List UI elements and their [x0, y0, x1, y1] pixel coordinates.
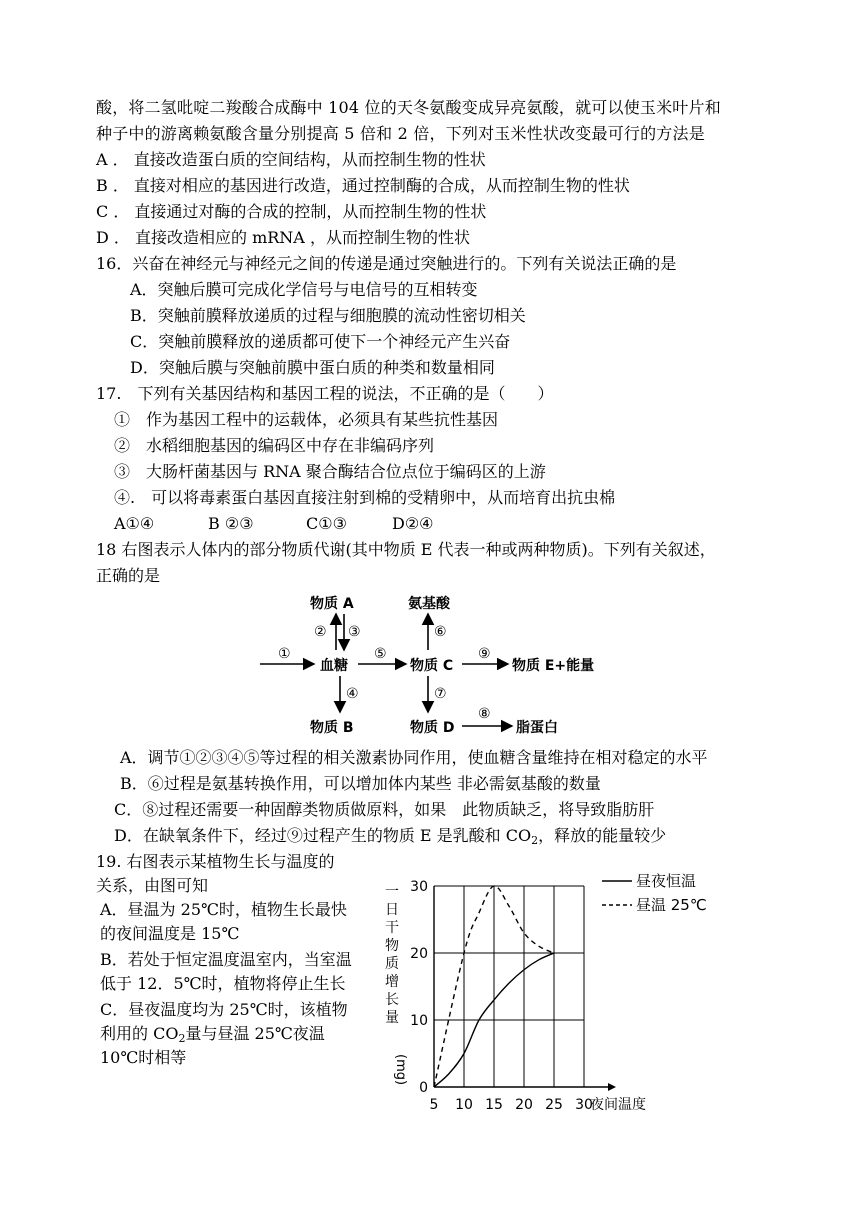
y-tick-label: 20: [410, 946, 428, 962]
q17-statement-3: ③ 大肠杆菌基因与 RNA 聚合酶结合位点位于编码区的上游: [114, 462, 546, 481]
x-tick-label: 20: [515, 1097, 533, 1113]
step-9-label: ⑨: [478, 646, 491, 662]
y-tick-label: 10: [410, 1013, 428, 1029]
q19-option-b: B．若处于恒定温度温室内，当室温低于 12．5℃时，植物将停止生长: [100, 950, 352, 993]
x-tick-label: 25: [545, 1097, 563, 1113]
y-axis-label-char: 日: [385, 902, 399, 918]
q17-statement-4: ④. 可以将毒素蛋白基因直接注射到棉的受精卵中，从而培育出抗虫棉: [114, 488, 616, 507]
q18-option-a: A．调节①②③④⑤等过程的相关激素协同作用，使血糖含量维持在相对稳定的水平: [120, 748, 708, 767]
x-tick-label: 5: [429, 1097, 439, 1113]
step-4-label: ④: [346, 686, 359, 702]
x-axis-label: 夜间温度: [590, 1097, 646, 1113]
y-axis-unit: (mg): [393, 1054, 408, 1086]
q15-option-c: C ． 直接通过对酶的合成的控制，从而控制生物的性状: [96, 202, 487, 221]
q17-answer-a: A①④: [114, 514, 155, 533]
q15-option-d: D ． 直接改造相应的 mRNA ，从而控制生物的性状: [96, 228, 470, 247]
q16-option-d: D．突触后膜与突触前膜中蛋白质的种类和数量相同: [130, 358, 495, 377]
q17-answer-d: D②④: [392, 514, 434, 533]
step-7-label: ⑦: [434, 686, 447, 702]
amino-acid-label: 氨基酸: [408, 596, 450, 612]
q17-answer-b: B ②③: [208, 514, 254, 533]
substance-a-label: 物质 A: [310, 596, 354, 612]
x-tick-label: 10: [455, 1097, 473, 1113]
y-tick-label: 0: [419, 1080, 428, 1096]
substance-b-label: 物质 B: [310, 720, 354, 736]
y-tick-label: 30: [410, 879, 428, 895]
blood-sugar-label: 血糖: [320, 658, 348, 674]
q19-option-a: A．昼温为 25℃时，植物生长最快的夜间温度是 15℃: [100, 900, 347, 943]
q17-stem: 17. 下列有关基因结构和基因工程的说法，不正确的是（ ）: [96, 384, 554, 403]
growth-temperature-chart: [370, 862, 740, 1122]
q16-stem: 16．兴奋在神经元与神经元之间的传递是通过突触进行的。下列有关说法正确的是: [96, 254, 677, 273]
q19-option-c: C．昼夜温度均为 25℃时，该植物利用的 $CO_2$量与昼温 25℃夜温 10℃时相等: [100, 1000, 348, 1067]
q16-option-a: A．突触后膜可完成化学信号与电信号的互相转变: [130, 280, 478, 299]
step-1-label: ①: [278, 646, 291, 662]
q18-option-c: C．⑧过程还需要一种固醇类物质做原料，如果 此物质缺乏，将导致脂肪肝: [114, 800, 655, 819]
legend-label: 昼夜恒温: [636, 872, 697, 890]
substance-d-label: 物质 D: [410, 720, 455, 736]
y-axis-label-char: 质: [385, 956, 399, 972]
q15-stem-line2: 种子中的游离赖氨酸含量分别提高 5 倍和 2 倍，下列对玉米性状改变最可行的方法是: [96, 124, 705, 143]
step-2-label: ②: [314, 624, 327, 640]
q18-option-d: D．在缺氧条件下，经过⑨过程产生的物质 E 是乳酸和 $CO_2$，释放的能量较少: [114, 826, 667, 847]
q15-option-a: A ． 直接改造蛋白质的空间结构，从而控制生物的性状: [96, 150, 486, 169]
q15-option-b: B ． 直接对相应的基因进行改造，通过控制酶的合成，从而控制生物的性状: [96, 176, 630, 195]
q19-stem-line2: 关系，由图可知: [96, 876, 209, 895]
step-3-label: ③: [348, 624, 361, 640]
q18-stem-line1: 18 右图表示人体内的部分物质代谢(其中物质 E 代表一种或两种物质)。下列有关叙述，: [96, 540, 716, 559]
y-axis-label-char: 量: [385, 1010, 399, 1026]
lipoprotein-label: 脂蛋白: [516, 720, 558, 736]
y-axis-label-char: 长: [385, 992, 399, 1008]
x-tick-label: 15: [485, 1097, 503, 1113]
y-axis-label-char: 干: [385, 920, 399, 936]
metabolism-diagram: [250, 588, 630, 738]
q19-stem-line1: 19. 右图表示某植物生长与温度的: [96, 852, 335, 871]
legend-label: 昼温 25℃: [636, 896, 707, 914]
q18-option-b: B．⑥过程是氨基转换作用，可以增加体内某些 非必需氨基酸的数量: [120, 774, 601, 793]
q18-stem-line2: 正确的是: [96, 566, 161, 585]
q17-statement-2: ② 水稻细胞基因的编码区中存在非编码序列: [114, 436, 435, 455]
q15-stem-line1: 酸，将二氢吡啶二羧酸合成酶中 104 位的天冬氨酸变成异亮氨酸，就可以使玉米叶片和: [96, 98, 721, 117]
x-tick-label: 30: [575, 1097, 593, 1113]
substance-e-label: 物质 E+能量: [512, 658, 595, 674]
q16-option-c: C．突触前膜释放的递质都可使下一个神经元产生兴奋: [130, 332, 511, 351]
q16-option-b: B．突触前膜释放递质的过程与细胞膜的流动性密切相关: [130, 306, 526, 325]
substance-c-label: 物质 C: [410, 658, 454, 674]
q17-answer-c: C①③: [306, 514, 347, 533]
y-axis-label-char: 增: [385, 974, 399, 990]
step-8-label: ⑧: [478, 706, 491, 722]
x-axis-arrow: [608, 1083, 616, 1091]
q17-statement-1: ① 作为基因工程中的运载体，必须具有某些抗性基因: [114, 410, 499, 429]
y-axis-label-char: 物: [385, 938, 399, 954]
y-axis-label-char: 一: [385, 884, 399, 900]
step-5-label: ⑤: [374, 646, 387, 662]
step-6-label: ⑥: [434, 624, 447, 640]
